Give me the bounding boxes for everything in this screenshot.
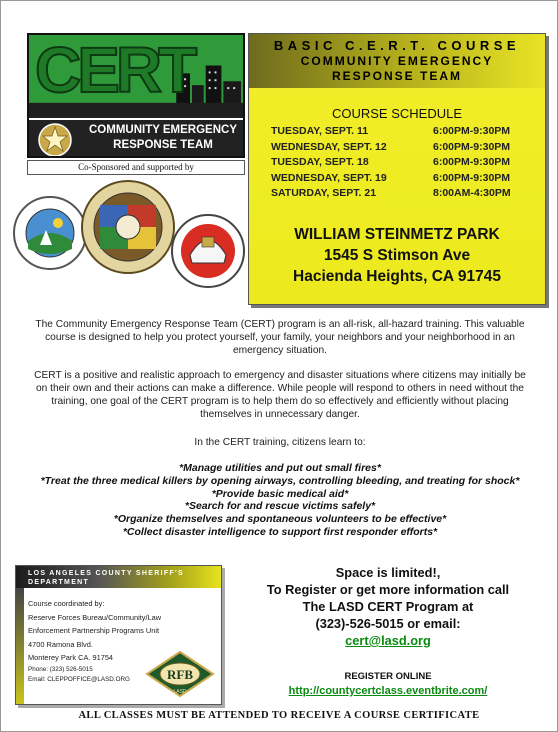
email-line: Email: CLEPPOFFICE@LASD.ORG [28, 675, 130, 683]
course-schedule-panel [248, 33, 546, 305]
lasd-sidebar-stripe [16, 588, 24, 704]
fire-department-seal-icon [172, 215, 244, 287]
rfb-label: RFB [167, 667, 193, 682]
logo-band-line1: COMMUNITY EMERGENCY [88, 124, 238, 136]
contact-line3: The LASD CERT Program at [302, 599, 474, 614]
unit-line: Enforcement Partnership Programs Unit [28, 626, 160, 635]
approach-paragraph: CERT is a positive and realistic approach to emergency and disaster situations where citizens may initially be on their own and their actions can make a difference. While people will respond to others in need without the training, one goal of the CERT program is to help them do so effectively and efficiently without placing themselves in unnecessary danger. [34, 370, 526, 420]
schedule-time: 6:00PM-9:30PM [433, 125, 511, 137]
space-limited: Space is limited!, [335, 565, 441, 580]
schedule-date: TUESDAY, SEPT. 18 [271, 156, 369, 168]
contact-phone: (323)-526-5015 or email: [315, 616, 461, 631]
schedule-row [271, 155, 541, 171]
schedule-date: WEDNESDAY, SEPT. 12 [271, 140, 387, 153]
sheriff-star-icon [37, 123, 73, 157]
schedule-row [271, 124, 541, 140]
footer-notice: ALL CLASSES MUST BE ATTENDED TO RECEIVE A COURSE CERTIFICATE [78, 710, 480, 721]
phone-line: Phone: (323) 526-5015 [28, 665, 93, 673]
schedule-row [271, 186, 541, 202]
rfb-logo-icon [145, 650, 215, 698]
lasd-header [16, 566, 221, 588]
learn-intro: In the CERT training, citizens learn to: [194, 437, 366, 448]
coordinated-by: Course coordinated by: [28, 599, 105, 608]
schedule-time: 8:00AM-4:30PM [433, 187, 511, 199]
team-heading-line1: COMMUNITY EMERGENCY [300, 54, 494, 68]
logo-band-text [87, 123, 239, 153]
logo-band-line2: RESPONSE TEAM [113, 139, 213, 151]
schedule-date: WEDNESDAY, SEPT. 19 [271, 171, 387, 184]
team-heading-line2: RESPONSE TEAM [331, 69, 462, 83]
venue-street: 1545 S Stimson Ave [323, 247, 471, 264]
lasd-header-line1: LOS ANGELES COUNTY SHERIFF'S [28, 570, 184, 577]
schedule-header [249, 34, 545, 88]
venue-address [249, 224, 545, 287]
schedule-date: TUESDAY, SEPT. 11 [271, 125, 369, 137]
register-online [228, 670, 548, 698]
contact-info [228, 564, 548, 649]
cert-wordmark: CERT [35, 34, 194, 106]
agency-seals [10, 175, 245, 305]
list-item: *Provide basic medical aid* [211, 487, 349, 500]
schedule-time: 6:00PM-9:30PM [433, 140, 511, 153]
lasd-header-line2: DEPARTMENT [28, 579, 90, 586]
schedule-list [271, 124, 541, 202]
rfb-sub: LASD [173, 689, 187, 695]
registration-link[interactable]: http://countycertclass.eventbrite.com/ [288, 685, 488, 697]
list-item: *Treat the three medical killers by opening airways, controlling bleeding, and treating for shock* [40, 474, 520, 487]
county-los-angeles-seal-icon [82, 181, 174, 273]
schedule-time: 6:00PM-9:30PM [433, 156, 511, 168]
schedule-date: SATURDAY, SEPT. 21 [271, 187, 377, 199]
city-line: Monterey Park CA. 91754 [28, 653, 114, 662]
list-item: *Manage utilities and put out small fires* [179, 462, 381, 474]
venue-city: Hacienda Heights, CA 91745 [293, 268, 501, 285]
parks-recreation-seal-icon [14, 197, 86, 269]
list-item: *Organize themselves and spontaneous volunteers to be effective* [113, 513, 447, 526]
schedule-title: COURSE SCHEDULE [331, 106, 463, 121]
bureau-line: Reserve Forces Bureau/Community/Law [28, 612, 162, 622]
list-item: *Collect disaster intelligence to support first responder efforts* [122, 525, 438, 538]
contact-line2: To Register or get more information call [266, 582, 510, 597]
register-label: REGISTER ONLINE [344, 671, 432, 682]
schedule-row [271, 140, 541, 156]
learning-list [25, 462, 535, 539]
schedule-row [271, 171, 541, 187]
list-item: *Search for and rescue victims safely* [184, 500, 376, 513]
schedule-time: 6:00PM-9:30PM [433, 171, 511, 184]
cert-logo [27, 33, 245, 158]
venue-name: WILLIAM STEINMETZ PARK [294, 226, 500, 243]
intro-paragraph: The Community Emergency Response Team (CERT) program is an all-risk, all-hazard training. This valuable course is designed to help you protect yourself, your family, your neighbors and your neighborhood in an emergency situation. [35, 319, 525, 356]
course-heading: BASIC C.E.R.T. COURSE [273, 38, 521, 53]
street-line: 4700 Ramona Blvd. [28, 639, 93, 649]
cosponsor-label: Co-Sponsored and supported by [27, 160, 245, 175]
email-link[interactable]: cert@lasd.org [345, 633, 431, 648]
team-heading [249, 54, 545, 84]
